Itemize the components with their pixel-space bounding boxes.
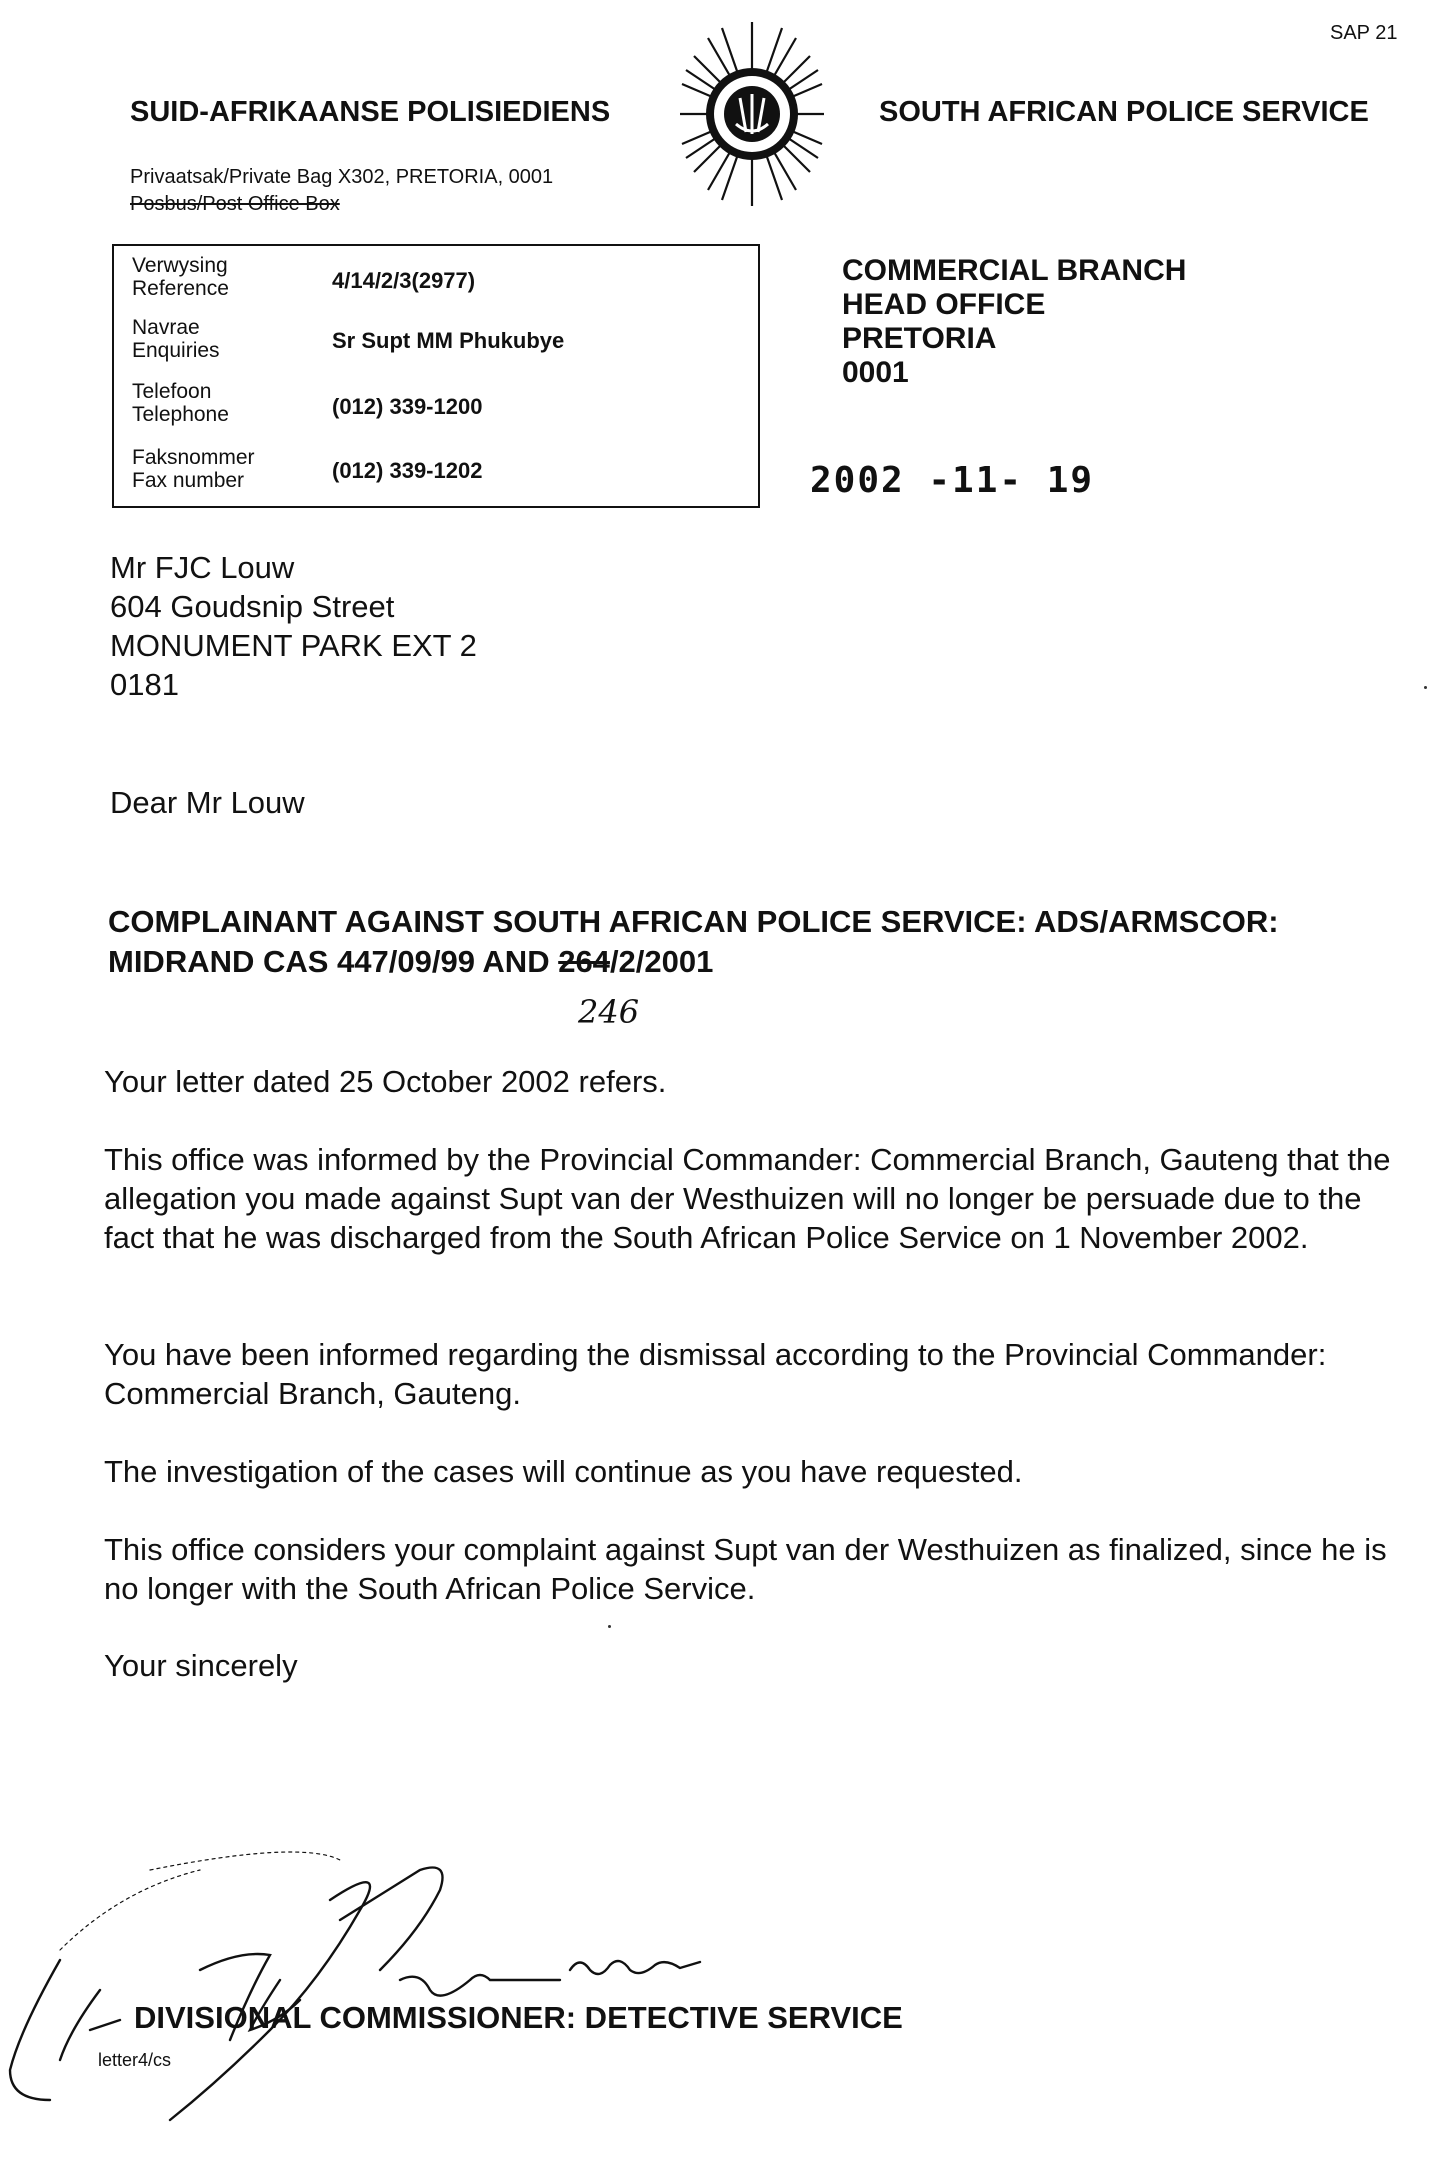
- recipient-postal-code: 0181: [110, 667, 179, 702]
- body-paragraph-3: You have been informed regarding the dismissal according to the Provincial Commander: Commercial Branch, Gauteng.: [104, 1337, 1327, 1411]
- handwritten-signature: [0, 1830, 900, 2130]
- salutation: Dear Mr Louw: [110, 785, 305, 820]
- signatory-title: DIVISIONAL COMMISSIONER: DETECTIVE SERVICE: [134, 2000, 903, 2035]
- reference-details-box: [112, 244, 760, 508]
- scan-speck: [1424, 686, 1427, 689]
- fax-label-english: Fax number: [132, 469, 245, 492]
- enquiries-row: [132, 316, 752, 370]
- fax-number: (012) 339-1202: [332, 458, 483, 483]
- private-bag-address: Privaatsak/Private Bag X302, PRETORIA, 0001: [130, 166, 554, 188]
- date-stamp: 2002 -11- 19: [810, 460, 1095, 501]
- subject-line: [108, 902, 1398, 982]
- body-paragraph-4: The investigation of the cases will continue as you have requested.: [104, 1454, 1023, 1489]
- branch-line-4: 0001: [842, 356, 909, 389]
- branch-line-1: COMMERCIAL BRANCH: [842, 254, 1187, 287]
- subject-line-2: [108, 942, 1398, 982]
- fax-label-afrikaans: Faksnommer: [132, 446, 255, 469]
- enquiries-contact: Sr Supt MM Phukubye: [332, 328, 565, 353]
- branch-line-2: HEAD OFFICE: [842, 288, 1046, 321]
- reference-label-afrikaans: Verwysing: [132, 254, 228, 277]
- reference-label-english: Reference: [132, 277, 229, 300]
- telephone-label-english: Telephone: [132, 403, 229, 426]
- branch-address: [842, 254, 1186, 390]
- branch-line-3: PRETORIA: [842, 322, 997, 355]
- post-office-box-struck: Posbus/Post Office Box: [130, 193, 340, 215]
- enquiries-label-english: Enquiries: [132, 339, 220, 362]
- fax-row: [132, 446, 752, 500]
- scan-speck: [608, 1625, 611, 1628]
- handwritten-case-correction: 246: [578, 993, 640, 1031]
- organisation-name-afrikaans: SUID-AFRIKAANSE POLISIEDIENS: [130, 96, 611, 128]
- reference-row: [132, 254, 752, 308]
- enquiries-label-afrikaans: Navrae: [132, 316, 200, 339]
- subject-case-suffix: /2/2001: [609, 944, 714, 979]
- recipient-street: 604 Goudsnip Street: [110, 589, 395, 624]
- file-reference-code: letter4/cs: [98, 2050, 172, 2070]
- body-paragraph-2: This office was informed by the Provincial Commander: Commercial Branch, Gauteng that the allegation you made against Supt van der Westhuizen will no longer be persuade due to the fact that he was discharged from the South African Police Service on 1 November 2002.: [104, 1142, 1391, 1255]
- recipient-suburb: MONUMENT PARK EXT 2: [110, 628, 477, 663]
- telephone-label-afrikaans: Telefoon: [132, 380, 212, 403]
- form-code: SAP 21: [1330, 22, 1398, 44]
- recipient-name: Mr FJC Louw: [110, 550, 295, 585]
- reference-number: 4/14/2/3(2977): [332, 268, 476, 293]
- closing: Your sincerely: [104, 1648, 298, 1683]
- body-paragraph-1: Your letter dated 25 October 2002 refers.: [104, 1064, 667, 1099]
- struck-case-number: 264: [558, 944, 610, 979]
- saps-star-emblem-icon: [672, 14, 832, 214]
- subject-line-1: COMPLAINANT AGAINST SOUTH AFRICAN POLICE SERVICE: ADS/ARMSCOR:: [108, 904, 1279, 939]
- recipient-address: [110, 548, 477, 704]
- telephone-number: (012) 339-1200: [332, 394, 483, 419]
- organisation-name-english: SOUTH AFRICAN POLICE SERVICE: [879, 96, 1369, 128]
- body-paragraph-5: This office considers your complaint against Supt van der Westhuizen as finalized, since he is no longer with the South African Police Service.: [104, 1532, 1387, 1606]
- subject-case-prefix: MIDRAND CAS 447/09/99 AND: [108, 944, 559, 979]
- telephone-row: [132, 380, 752, 434]
